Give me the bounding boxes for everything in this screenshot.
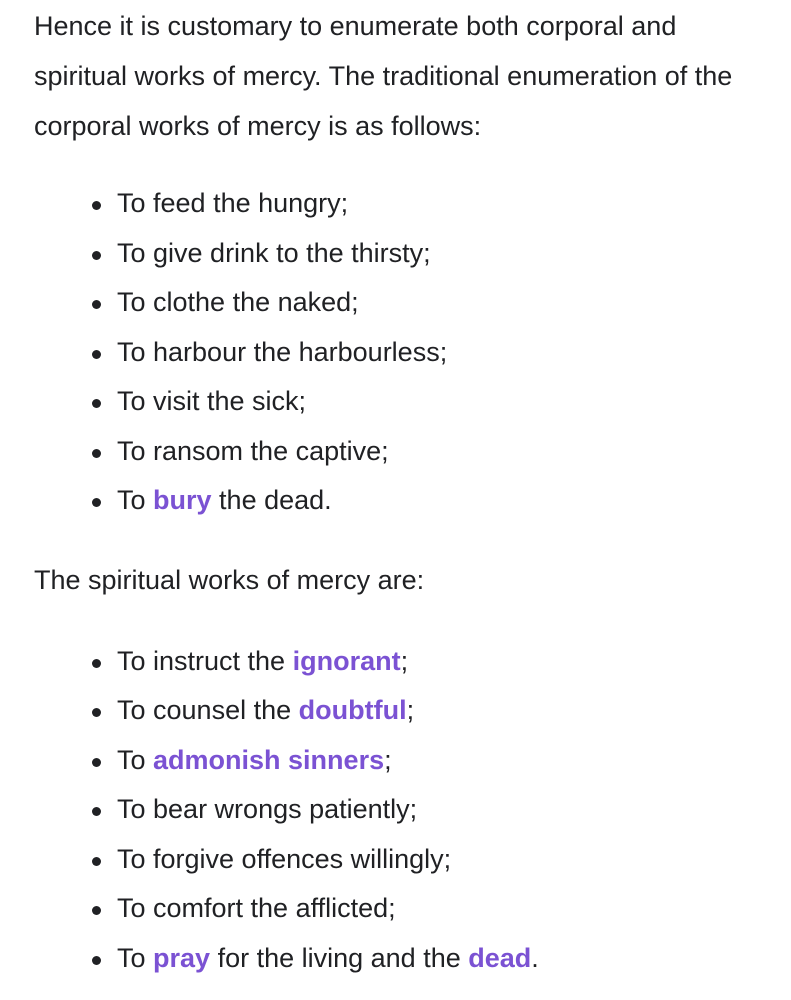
list-item: To harbour the harbourless; <box>92 328 757 378</box>
list-item: To ransom the captive; <box>92 427 757 477</box>
spiritual-works-list <box>34 637 757 984</box>
link-dead[interactable]: dead <box>468 942 532 973</box>
list-item: To bear wrongs patiently; <box>92 785 757 835</box>
intro-paragraph: Hence it is customary to enumerate both corporal and spiritual works of mercy. The traditional enumeration of the corporal works of mercy is as follows: <box>34 11 733 141</box>
list-item: To forgive offences willingly; <box>92 835 757 885</box>
list-item: To feed the hungry; <box>92 179 757 229</box>
list-item: To give drink to the thirsty; <box>92 229 757 279</box>
list-item: To admonish sinners; <box>92 736 757 786</box>
link-doubtful[interactable]: doubtful <box>298 695 407 725</box>
corporal-works-list <box>34 179 757 526</box>
link-ignorant[interactable]: ignorant <box>292 645 401 676</box>
list-item: To comfort the afflicted; <box>92 884 757 934</box>
list-item: To pray for the living and the dead. <box>92 934 757 984</box>
list-item: To visit the sick; <box>92 377 757 427</box>
link-admonish-sinners[interactable]: admonish sinners <box>153 744 385 775</box>
link-bury[interactable]: bury <box>153 485 212 515</box>
link-pray[interactable]: pray <box>153 942 211 973</box>
list-item: To counsel the doubtful; <box>92 686 757 736</box>
list-item: To bury the dead. <box>92 476 757 526</box>
spiritual-intro-paragraph: The spiritual works of mercy are: <box>34 564 425 595</box>
list-item: To clothe the naked; <box>92 278 757 328</box>
list-item: To instruct the ignorant; <box>92 637 757 687</box>
